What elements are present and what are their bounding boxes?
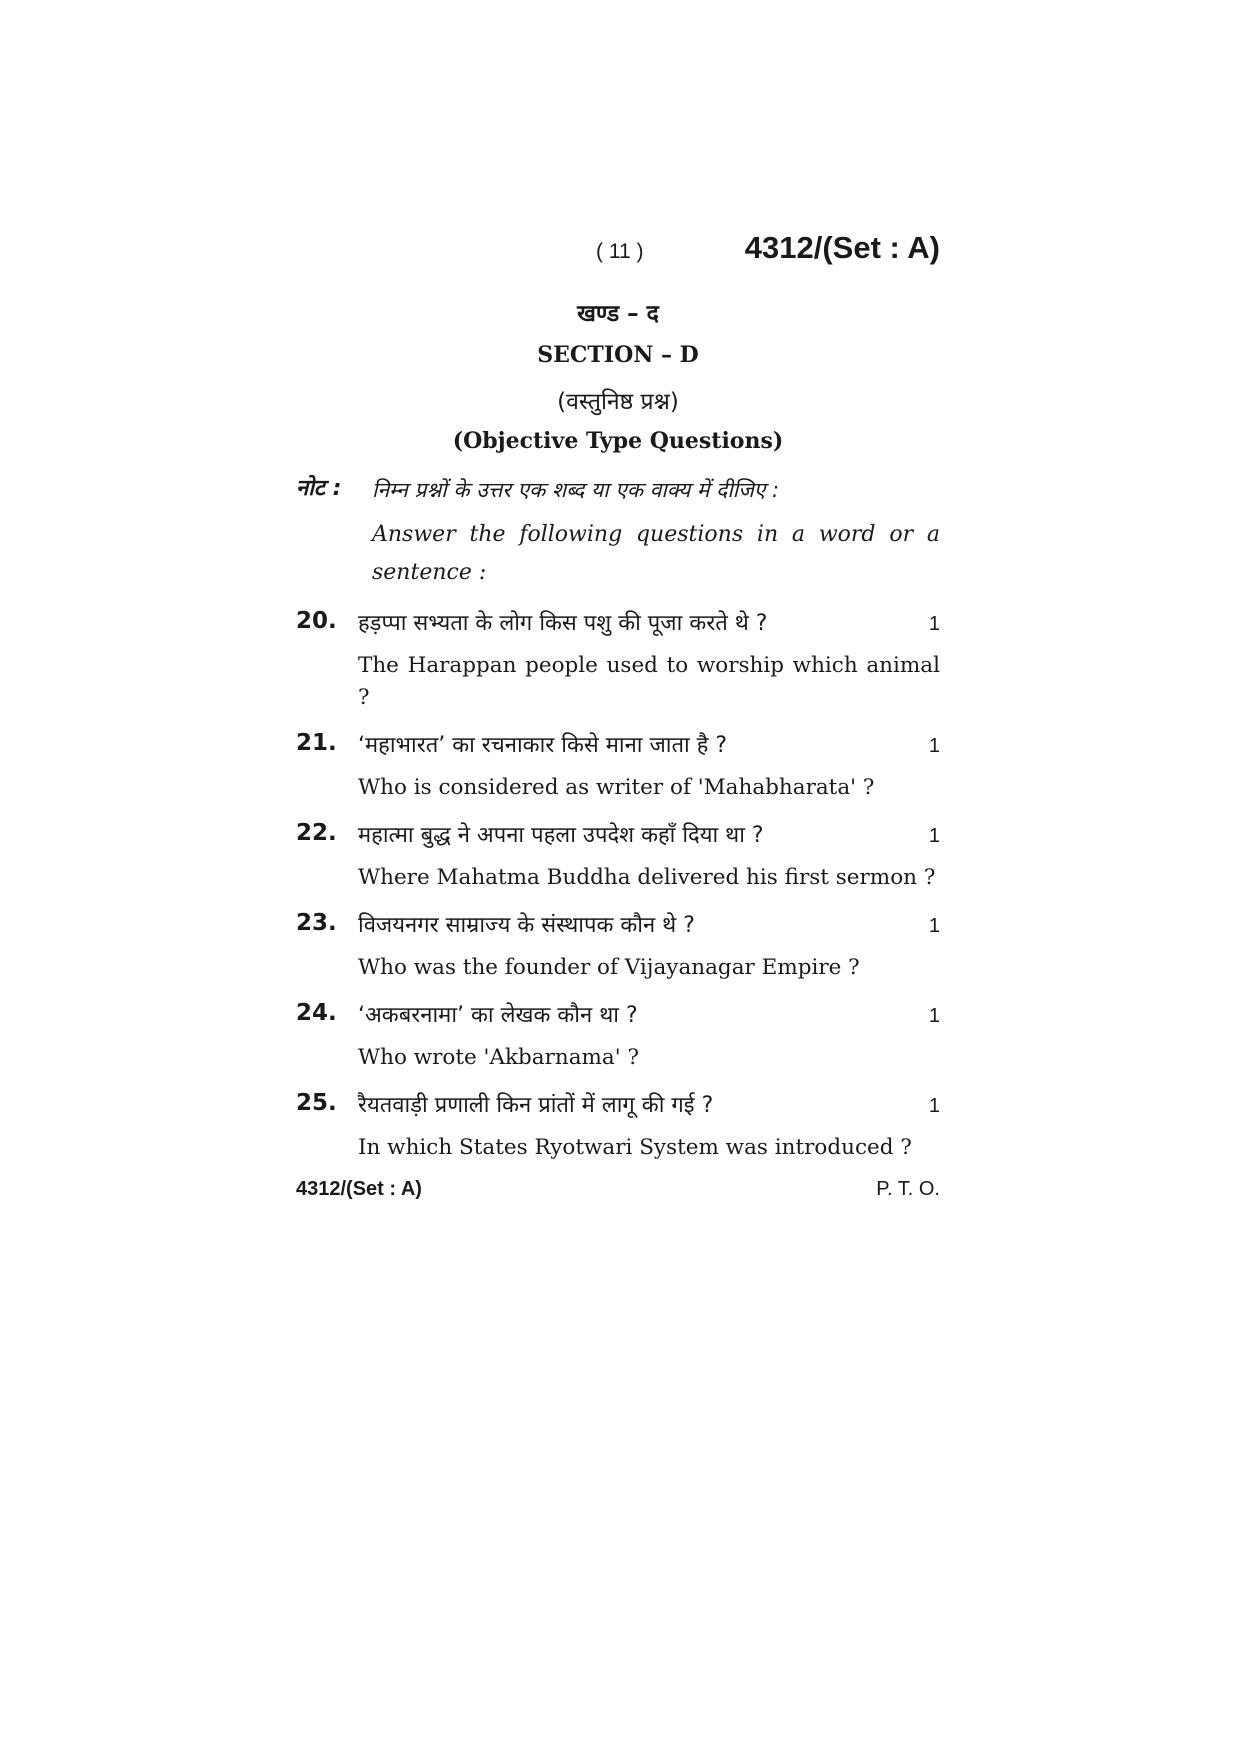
question-text-english: Who was the founder of Vijayanagar Empire ? — [358, 955, 860, 980]
question-marks: 1 — [928, 735, 940, 757]
question-text-hindi: रैयतवाड़ी प्रणाली किन प्रांतों में लागू की गई ? — [358, 1093, 714, 1118]
question-item — [296, 998, 940, 1074]
note-label: नोट : — [296, 476, 342, 501]
question-item — [296, 728, 940, 804]
question-number: 25. — [296, 1090, 337, 1116]
section-title-hindi: खण्ड – द — [577, 301, 659, 327]
instruction-note — [296, 472, 940, 592]
note-text-hindi: निम्न प्रश्नों के उत्तर एक शब्द या एक वाक्य में दीजिए : — [372, 478, 780, 502]
question-text-hindi: हड़प्पा सभ्यता के लोग किस पशु की पूजा करते थे ? — [358, 611, 768, 636]
question-text-hindi: विजयनगर साम्राज्य के संस्थापक कौन थे ? — [358, 913, 695, 938]
note-text-english: Answer the following questions in a word or a sentence : — [372, 522, 940, 585]
question-number: 23. — [296, 910, 337, 936]
exam-page — [296, 222, 940, 1208]
question-text-english: Who is considered as writer of 'Mahabharata' ? — [358, 775, 875, 800]
question-text-english: Where Mahatma Buddha delivered his first sermon ? — [358, 865, 936, 890]
please-turn-over: P. T. O. — [876, 1178, 940, 1200]
question-marks: 1 — [928, 825, 940, 847]
question-text-hindi: ‘अकबरनामा’ का लेखक कौन था ? — [358, 1003, 638, 1028]
question-item — [296, 606, 940, 714]
question-text-hindi: ‘महाभारत’ का रचनाकार किसे माना जाता है ? — [358, 733, 728, 758]
question-type-english: (Objective Type Questions) — [452, 428, 784, 454]
question-number: 22. — [296, 820, 337, 846]
question-type-hindi: (वस्तुनिष्ठ प्रश्न) — [557, 389, 679, 415]
question-number: 20. — [296, 608, 337, 634]
question-text-english: Who wrote 'Akbarnama' ? — [358, 1045, 640, 1070]
question-marks: 1 — [928, 1095, 940, 1117]
question-item — [296, 908, 940, 984]
question-marks: 1 — [928, 1005, 940, 1027]
page-footer — [296, 1178, 940, 1208]
question-number: 24. — [296, 1000, 337, 1026]
question-marks: 1 — [928, 915, 940, 937]
question-number: 21. — [296, 730, 337, 756]
section-title-english: SECTION – D — [537, 342, 699, 368]
question-item — [296, 1088, 940, 1164]
paper-code: 4312/(Set : A) — [744, 230, 940, 265]
question-text-english: The Harappan people used to worship which animal ? — [358, 653, 940, 710]
question-text-english: In which States Ryotwari System was introduced ? — [358, 1135, 912, 1160]
page-header — [296, 222, 940, 282]
question-item — [296, 818, 940, 894]
question-list — [296, 606, 940, 1164]
footer-paper-code: 4312/(Set : A) — [296, 1178, 422, 1200]
question-text-hindi: महात्मा बुद्ध ने अपना पहला उपदेश कहाँ दिया था ? — [358, 823, 764, 848]
question-marks: 1 — [928, 613, 940, 635]
page-number: ( 11 ) — [596, 240, 644, 263]
